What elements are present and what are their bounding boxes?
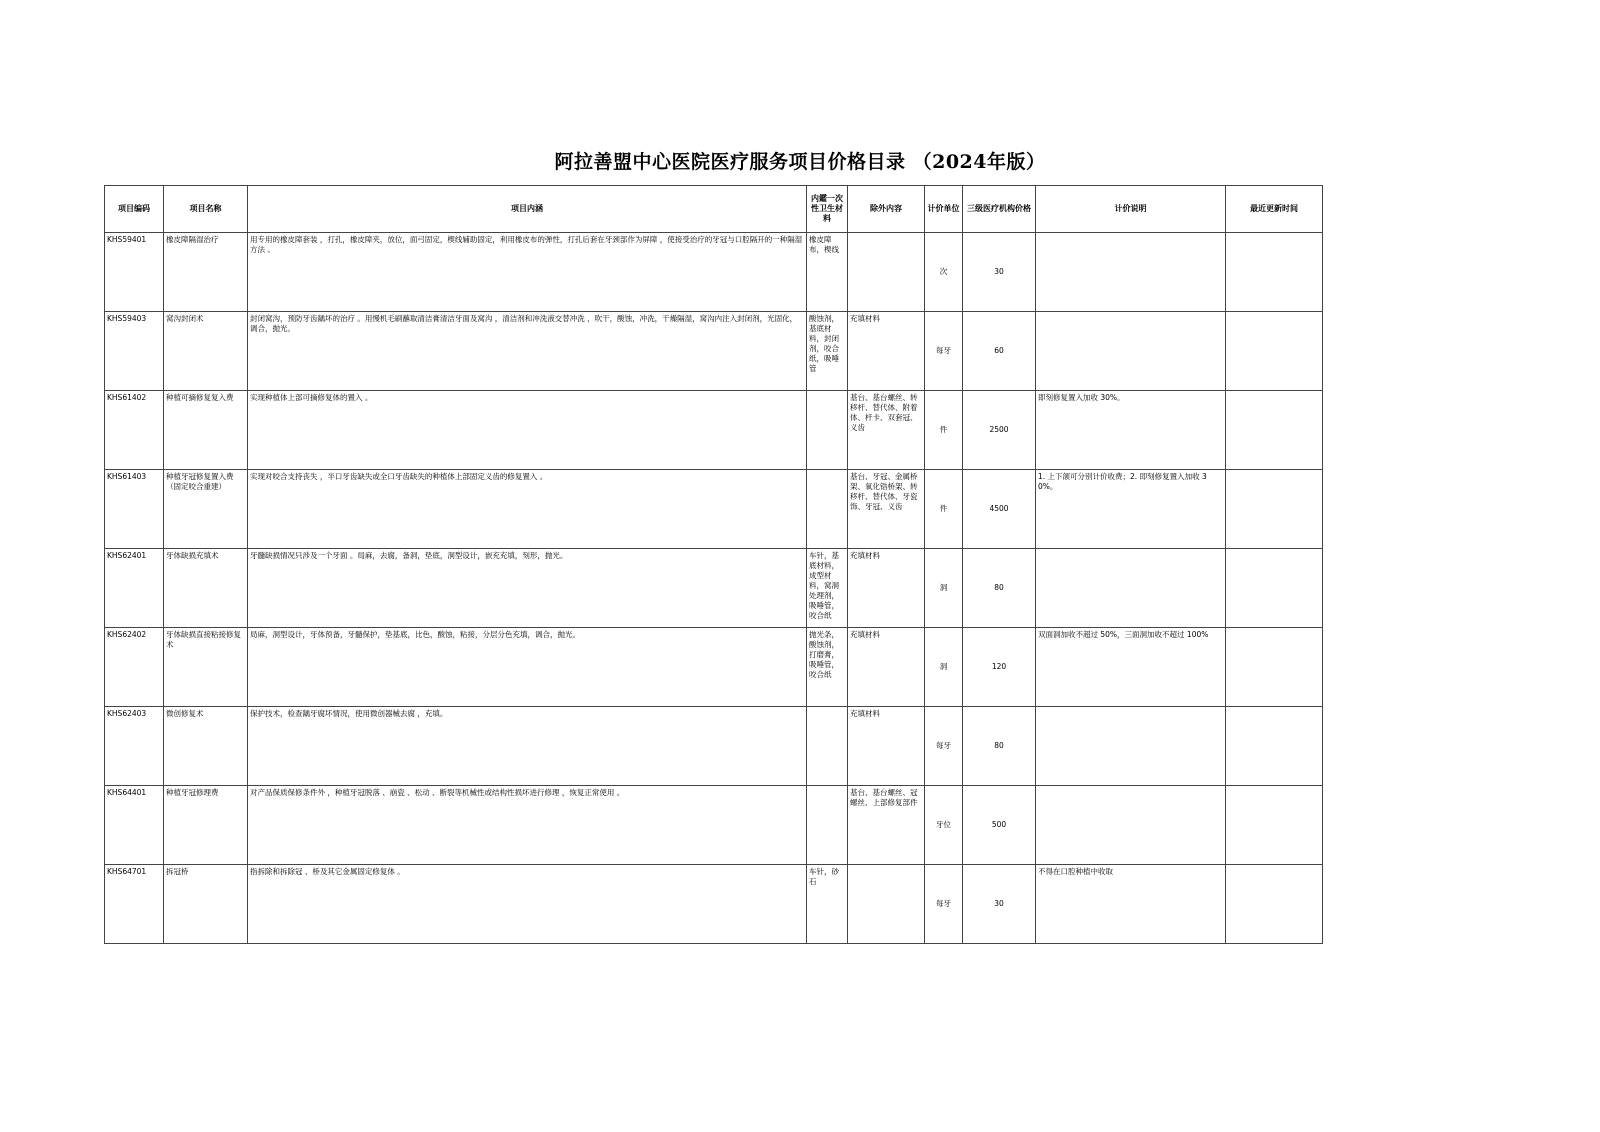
cell-excluded: 充填材料 [848,707,925,786]
cell-code: KHS64401 [105,786,164,865]
cell-name: 牙体缺损充填术 [164,549,248,628]
cell-updated [1226,312,1323,391]
cell-name: 牙体缺损直接粘接修复术 [164,628,248,707]
table-row [105,865,1323,944]
cell-notes: 双面洞加收不超过 50%，三面洞加收不超过 100% [1036,628,1226,707]
cell-name: 拆冠桥 [164,865,248,944]
cell-notes [1036,549,1226,628]
cell-content: 实现对咬合支持丧失 ，半口牙齿缺失或全口牙齿缺失的种植体上部固定义齿的修复置入 。 [248,470,807,549]
header-excluded: 除外内容 [848,186,925,233]
cell-price: 60 [963,312,1036,391]
cell-excluded: 充填材料 [848,312,925,391]
cell-code: KHS59403 [105,312,164,391]
cell-name: 种植牙冠修理费 [164,786,248,865]
cell-updated [1226,470,1323,549]
cell-name: 橡皮障隔湿治疗 [164,233,248,312]
cell-excluded: 基台、牙冠、金属桥架、氧化锆桥架、转移杆、替代体、牙瓷饰、牙冠、义齿 [848,470,925,549]
cell-excluded [848,865,925,944]
table-row [105,628,1323,707]
cell-excluded [848,233,925,312]
cell-unit: 洞 [925,628,963,707]
header-price: 三级医疗机构价格 [963,186,1036,233]
cell-code: KHS59401 [105,233,164,312]
cell-content: 封闭窝沟，预防牙齿龋坏的治疗 。用慢机毛刷蘸取清洁膏清洁牙面及窝沟 ，清洁剂和冲洗液交替冲洗 ，吹干，酸蚀，冲洗，干燥隔湿，窝沟内注入封闭剂，光固化，调合，抛光。 [248,312,807,391]
cell-excluded: 充填材料 [848,549,925,628]
cell-consumables [807,391,848,470]
cell-code: KHS62402 [105,628,164,707]
cell-unit: 每牙 [925,865,963,944]
cell-consumables: 车针，基底材料，成型材料，窝洞处理剂，吸唾管，咬合纸 [807,549,848,628]
header-name: 项目名称 [164,186,248,233]
table-row [105,707,1323,786]
cell-content: 实现种植体上部可摘修复体的置入 。 [248,391,807,470]
cell-unit: 每牙 [925,707,963,786]
cell-excluded: 充填材料 [848,628,925,707]
cell-name: 种植可摘修复复入费 [164,391,248,470]
cell-content: 对产品保质保修条件外 ，种植牙冠脱落 、崩瓷 、松动 、断裂等机械性或结构性损坏进行修理 ，恢复正常使用 。 [248,786,807,865]
header-unit: 计价单位 [925,186,963,233]
cell-notes: 1. 上下颌可分别计价收费；2. 即刻修复置入加收 30%。 [1036,470,1226,549]
cell-notes [1036,312,1226,391]
cell-consumables: 车针，砂石 [807,865,848,944]
cell-price: 120 [963,628,1036,707]
cell-code: KHS62403 [105,707,164,786]
cell-updated [1226,233,1323,312]
cell-price: 80 [963,707,1036,786]
cell-consumables [807,786,848,865]
cell-unit: 每牙 [925,312,963,391]
cell-updated [1226,786,1323,865]
cell-price: 2500 [963,391,1036,470]
cell-content: 牙髓缺损情况只涉及一个牙面 。局麻，去腐，备洞，垫底，洞型设计，嵌充充填，刻形，抛光。 [248,549,807,628]
cell-name: 微创修复术 [164,707,248,786]
cell-content: 保护技术，检查龋牙腐坏情况，使用微创器械去腐 ，充填。 [248,707,807,786]
table-row [105,312,1323,391]
cell-price: 30 [963,233,1036,312]
header-code: 项目编码 [105,186,164,233]
header-notes: 计价说明 [1036,186,1226,233]
cell-code: KHS62401 [105,549,164,628]
table-row [105,470,1323,549]
cell-price: 4500 [963,470,1036,549]
cell-consumables: 橡皮障布，楔线 [807,233,848,312]
cell-consumables [807,470,848,549]
cell-name: 种植牙冠修复置入费（固定咬合重建） [164,470,248,549]
table-row [105,549,1323,628]
cell-notes [1036,707,1226,786]
price-table [104,185,1323,944]
cell-consumables: 抛光条，酸蚀剂，打磨膏，吸唾管，咬合纸 [807,628,848,707]
cell-notes [1036,233,1226,312]
cell-unit: 件 [925,470,963,549]
cell-unit: 洞 [925,549,963,628]
document-title: 阿拉善盟中心医院医疗服务项目价格目录 （2024年版） [554,151,1046,173]
cell-updated [1226,628,1323,707]
header-updated: 最近更新时间 [1226,186,1323,233]
cell-code: KHS61403 [105,470,164,549]
cell-updated [1226,391,1323,470]
cell-content: 用专用的橡皮障套装 ，打孔，橡皮障夹，放位，面弓固定，楔线辅助固定，利用橡皮布的弹性，打孔后套在牙颈部作为屏障 ，使接受治疗的牙冠与口腔隔开的一种隔湿方法 。 [248,233,807,312]
cell-price: 500 [963,786,1036,865]
header-consumables: 内鑑一次性卫生材料 [807,186,848,233]
cell-code: KHS64701 [105,865,164,944]
cell-excluded: 基台、基台螺丝、冠螺丝、上部修复部件 [848,786,925,865]
cell-content: 指拆除和拆除冠 、桥及其它金属固定修复体 。 [248,865,807,944]
cell-consumables: 酸蚀剂，基底材料，封闭剂，咬合纸，吸唾管 [807,312,848,391]
cell-notes: 即刻修复置入加收 30%。 [1036,391,1226,470]
cell-consumables [807,707,848,786]
cell-notes [1036,786,1226,865]
cell-price: 80 [963,549,1036,628]
cell-notes: 不得在口腔种植中收取 [1036,865,1226,944]
cell-updated [1226,549,1323,628]
table-header-row [105,186,1323,233]
header-content: 项目内涵 [248,186,807,233]
cell-content: 局麻，洞型设计，牙体预备，牙髓保护，垫基底，比色，酸蚀，粘接，分层分色充填，调合，抛光。 [248,628,807,707]
cell-updated [1226,707,1323,786]
cell-excluded: 基台、基台螺丝、转移杆、替代体、附着体、杆卡、双套冠、义齿 [848,391,925,470]
cell-price: 30 [963,865,1036,944]
cell-name: 窝沟封闭术 [164,312,248,391]
cell-unit: 牙位 [925,786,963,865]
table-row [105,786,1323,865]
table-row [105,391,1323,470]
cell-code: KHS61402 [105,391,164,470]
cell-unit: 件 [925,391,963,470]
cell-updated [1226,865,1323,944]
table-row [105,233,1323,312]
cell-unit: 次 [925,233,963,312]
